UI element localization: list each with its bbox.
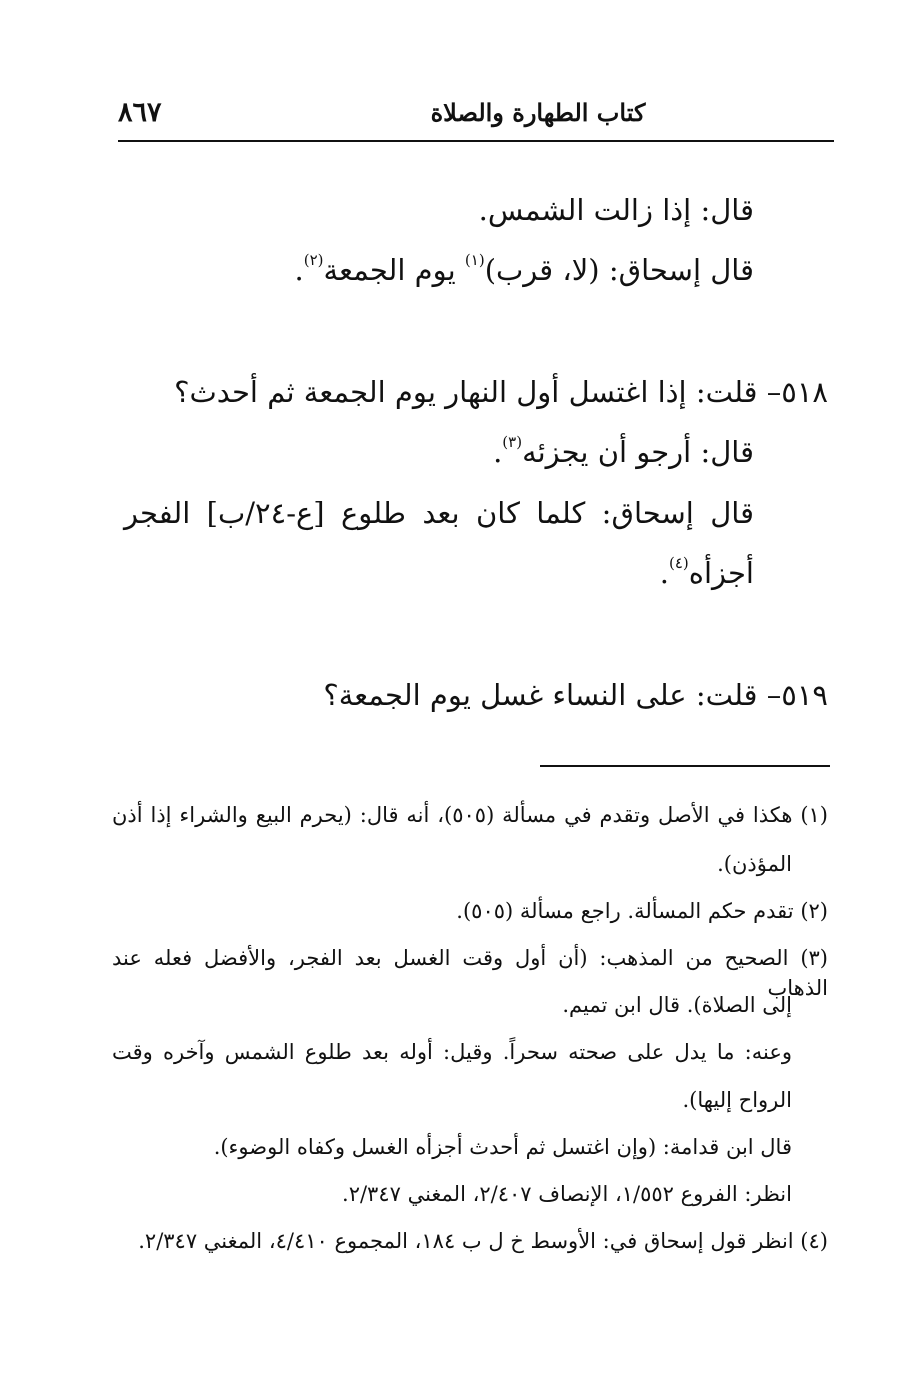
footnote-3-line-3-text: وعنه: ما يدل على صحته سحراً. وقيل: أوله بعد طلوع الشمس وآخره وقت bbox=[112, 1040, 792, 1064]
text-line-6-a: أجزأه bbox=[688, 556, 754, 590]
running-title: كتاب الطهارة والصلاة bbox=[430, 98, 646, 127]
footnote-3-line-6 bbox=[342, 1179, 792, 1209]
text-line-4 bbox=[493, 432, 754, 472]
text-line-6 bbox=[660, 553, 754, 593]
footnote-2-text: (٢) تقدم حكم المسألة. راجع مسألة (٥٠٥). bbox=[456, 899, 828, 923]
text-line-4-b: . bbox=[493, 435, 503, 469]
footnote-3-line-5-text: قال ابن قدامة: (وإن اغتسل ثم أحدث أجزأه الغسل وكفاه الوضوء). bbox=[213, 1135, 792, 1159]
footnote-3-line-2-text: إلى الصلاة). قال ابن تميم. bbox=[562, 993, 792, 1017]
footnote-1-line-2 bbox=[717, 849, 792, 879]
question-519-text: ٥١٩– قلت: على النساء غسل يوم الجمعة؟ bbox=[323, 678, 828, 712]
footnote-1-line-2-text: المؤذن). bbox=[717, 852, 792, 876]
footnote-separator bbox=[540, 765, 830, 767]
footnote-3-line-4 bbox=[682, 1085, 792, 1115]
text-line-2 bbox=[295, 250, 754, 290]
page-number: ٨٦٧ bbox=[118, 97, 162, 128]
footnote-ref-1: (١) bbox=[464, 251, 485, 270]
page-header bbox=[118, 96, 834, 140]
footnote-1-line-1 bbox=[112, 800, 828, 830]
footnote-3-line-6-text: انظر: الفروع ١/٥٥٢، الإنصاف ٢/٤٠٧، المغني ٢/٣٤٧. bbox=[342, 1182, 792, 1206]
footnote-3-line-5 bbox=[214, 1132, 792, 1162]
text-line-5 bbox=[124, 493, 754, 533]
footnote-2 bbox=[456, 896, 828, 926]
footnote-4 bbox=[138, 1226, 828, 1256]
footnote-3-line-4-text: الرواح إليها). bbox=[682, 1088, 792, 1112]
question-518 bbox=[174, 372, 828, 412]
question-518-text: ٥١٨– قلت: إذا اغتسل أول النهار يوم الجمعة ثم أحدث؟ bbox=[174, 375, 828, 409]
text-line-2-a: قال إسحاق: (لا، قرب) bbox=[484, 253, 754, 287]
text-line-2-c: . bbox=[294, 253, 304, 287]
header-rule bbox=[118, 140, 834, 142]
footnote-ref-3: (٣) bbox=[502, 433, 523, 452]
footnote-ref-2: (٢) bbox=[303, 251, 324, 270]
footnote-3-line-3 bbox=[112, 1037, 792, 1067]
text-line-1-text: قال: إذا زالت الشمس. bbox=[478, 193, 754, 227]
text-line-1 bbox=[479, 190, 754, 230]
text-line-2-b: يوم الجمعة bbox=[323, 253, 465, 287]
footnote-ref-4: (٤) bbox=[668, 554, 689, 573]
footnote-1-line-1-text: (١) هكذا في الأصل وتقدم في مسألة (٥٠٥)، أنه قال: (يحرم البيع والشراء إذا أذن bbox=[112, 803, 828, 827]
footnote-3-line-2 bbox=[562, 990, 792, 1020]
question-519 bbox=[323, 675, 828, 715]
text-line-4-a: قال: أرجو أن يجزئه bbox=[522, 435, 754, 469]
footnote-3-line-1-text: (٣) الصحيح من المذهب: (أن أول وقت الغسل بعد الفجر، والأفضل فعله عند الذهاب bbox=[112, 946, 828, 1000]
footnote-4-text: (٤) انظر قول إسحاق في: الأوسط خ ل ب ١٨٤، المجموع ٤/٤١٠، المغني ٢/٣٤٧. bbox=[138, 1229, 828, 1253]
text-line-5-text: قال إسحاق: كلما كان بعد طلوع [ع-٢٤/ب] الفجر bbox=[124, 496, 754, 530]
text-line-6-b: . bbox=[659, 556, 669, 590]
